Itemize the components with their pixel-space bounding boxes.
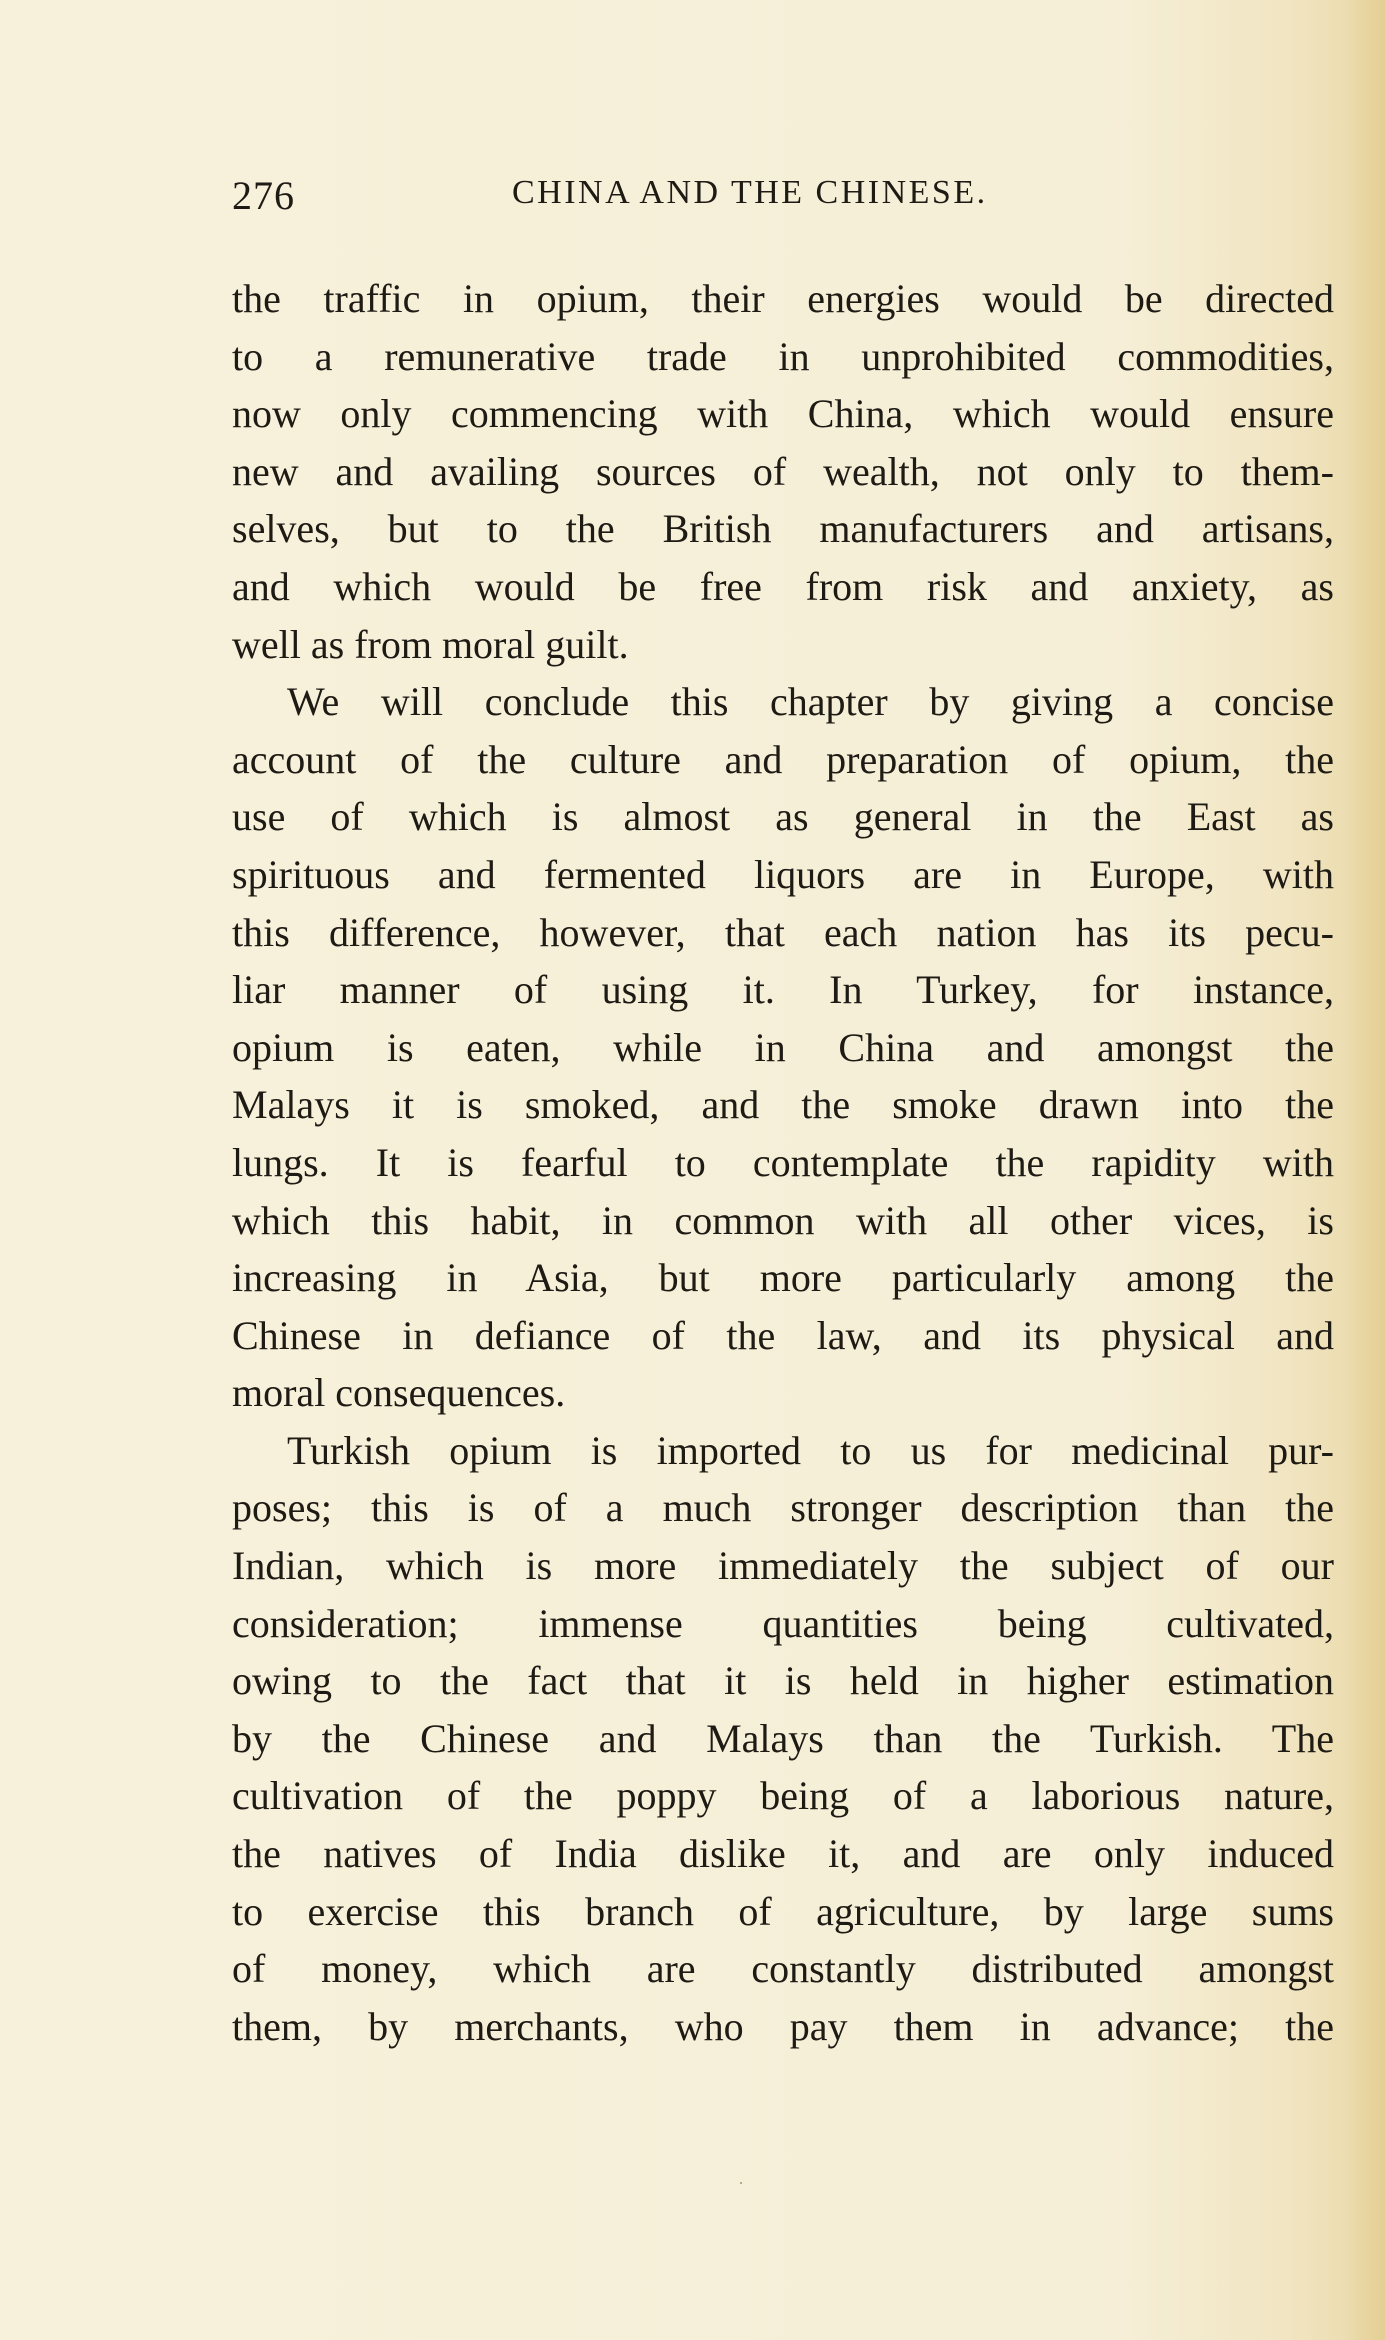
page-number: 276	[232, 173, 295, 218]
text-line: this difference, however, that each nation has its pecu-	[232, 909, 1334, 955]
text-line: and which would be free from risk and anxiety, as	[232, 563, 1334, 609]
text-line: to a remunerative trade in unprohibited commodities,	[232, 333, 1334, 379]
text-line: We will conclude this chapter by giving a concise	[287, 679, 1334, 725]
text-line: the traffic in opium, their energies would be directed	[232, 276, 1334, 321]
text-line: spirituous and fermented liquors are in Europe, with	[232, 851, 1334, 897]
text-line: Chinese in defiance of the law, and its physical and	[232, 1312, 1334, 1358]
text-line: use of which is almost as general in the East as	[232, 794, 1334, 840]
body-text	[232, 270, 1334, 2055]
text-line: selves, but to the British manufacturers and artisans,	[232, 506, 1334, 552]
text-line: of money, which are constantly distributed amongst	[232, 1946, 1334, 1992]
text-line: which this habit, in common with all other vices, is	[232, 1197, 1334, 1243]
text-line: Indian, which is more immediately the subject of our	[232, 1543, 1334, 1589]
text-line: liar manner of using it. In Turkey, for instance,	[232, 967, 1334, 1013]
text-line: consideration; immense quantities being cultivated,	[232, 1600, 1334, 1646]
text-line: poses; this is of a much stronger description than the	[232, 1485, 1334, 1531]
text-line: lungs. It is fearful to contemplate the rapidity with	[232, 1139, 1334, 1185]
text-line: now only commencing with China, which would ensure	[232, 391, 1334, 437]
ink-speck	[740, 2182, 742, 2184]
text-line: Malays it is smoked, and the smoke drawn into the	[232, 1082, 1334, 1128]
text-line: Turkish opium is imported to us for medicinal pur-	[287, 1427, 1334, 1473]
text-line: them, by merchants, who pay them in advance; the	[232, 2003, 1334, 2049]
text-line: to exercise this branch of agriculture, by large sums	[232, 1888, 1334, 1934]
text-line: the natives of India dislike it, and are only induced	[232, 1831, 1334, 1877]
text-line: moral consequences.	[232, 1370, 566, 1416]
text-line: opium is eaten, while in China and amongst the	[232, 1024, 1334, 1070]
text-line: owing to the fact that it is held in higher estimation	[232, 1658, 1334, 1704]
text-line: increasing in Asia, but more particularly among the	[232, 1255, 1334, 1301]
text-line: account of the culture and preparation of opium, the	[232, 736, 1334, 782]
text-line: well as from moral guilt.	[232, 621, 629, 667]
text-line: new and availing sources of wealth, not only to them-	[232, 448, 1334, 494]
text-line: cultivation of the poppy being of a laborious nature,	[232, 1773, 1334, 1819]
running-head: CHINA AND THE CHINESE.	[512, 174, 988, 211]
text-line: by the Chinese and Malays than the Turkish. The	[232, 1715, 1334, 1761]
page-header	[232, 172, 1332, 232]
page-edge-shading	[1345, 0, 1385, 2340]
